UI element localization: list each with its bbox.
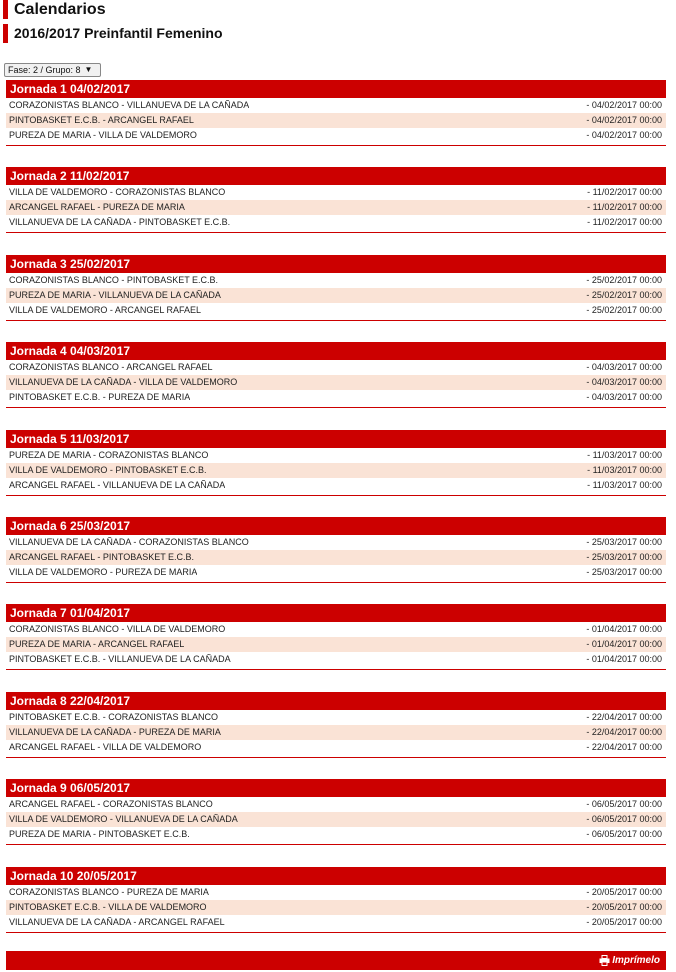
- match-teams: PINTOBASKET E.C.B. - CORAZONISTAS BLANCO: [9, 712, 219, 722]
- match-row[interactable]: [6, 98, 666, 113]
- match-datetime: - 25/03/2017 00:00: [586, 537, 662, 547]
- match-datetime: - 01/04/2017 00:00: [586, 654, 662, 664]
- page-title: Calendarios: [3, 0, 303, 19]
- jornada-divider: [6, 757, 666, 758]
- jornada-divider: [6, 145, 666, 146]
- match-row[interactable]: [6, 360, 666, 375]
- match-teams: CORAZONISTAS BLANCO - PINTOBASKET E.C.B.: [9, 275, 219, 285]
- jornada-divider: [6, 844, 666, 845]
- printer-icon: [599, 955, 610, 966]
- match-row[interactable]: [6, 550, 666, 565]
- match-teams: ARCANGEL RAFAEL - PINTOBASKET E.C.B.: [9, 552, 195, 562]
- phase-group-select-value: Fase: 2 / Grupo: 8: [8, 65, 81, 75]
- match-row[interactable]: [6, 128, 666, 143]
- match-row[interactable]: [6, 273, 666, 288]
- match-row[interactable]: [6, 288, 666, 303]
- match-teams: PUREZA DE MARIA - VILLA DE VALDEMORO: [9, 130, 197, 140]
- match-row[interactable]: [6, 725, 666, 740]
- jornada-block: [6, 167, 666, 233]
- match-row[interactable]: [6, 900, 666, 915]
- match-datetime: - 22/04/2017 00:00: [586, 727, 662, 737]
- match-datetime: - 04/03/2017 00:00: [586, 362, 662, 372]
- jornada-block: [6, 430, 666, 496]
- match-teams: VILLA DE VALDEMORO - ARCANGEL RAFAEL: [9, 305, 202, 315]
- print-label: Imprímelo: [612, 955, 660, 966]
- jornada-divider: [6, 407, 666, 408]
- match-datetime: - 04/03/2017 00:00: [586, 377, 662, 387]
- match-row[interactable]: [6, 375, 666, 390]
- match-row[interactable]: [6, 463, 666, 478]
- match-row[interactable]: [6, 215, 666, 230]
- match-datetime: - 04/02/2017 00:00: [586, 100, 662, 110]
- jornada-header: Jornada 2 11/02/2017: [6, 167, 666, 185]
- jornada-block: [6, 255, 666, 321]
- match-datetime: - 04/02/2017 00:00: [586, 115, 662, 125]
- match-datetime: - 25/03/2017 00:00: [586, 567, 662, 577]
- match-teams: VILLA DE VALDEMORO - VILLANUEVA DE LA CAÑADA: [9, 814, 238, 824]
- jornada-block: [6, 80, 666, 146]
- match-teams: PUREZA DE MARIA - ARCANGEL RAFAEL: [9, 639, 185, 649]
- match-teams: VILLA DE VALDEMORO - PINTOBASKET E.C.B.: [9, 465, 207, 475]
- match-teams: CORAZONISTAS BLANCO - PUREZA DE MARIA: [9, 887, 209, 897]
- jornada-divider: [6, 669, 666, 670]
- match-row[interactable]: [6, 622, 666, 637]
- match-row[interactable]: [6, 113, 666, 128]
- match-datetime: - 11/02/2017 00:00: [587, 187, 662, 197]
- match-teams: PUREZA DE MARIA - PINTOBASKET E.C.B.: [9, 829, 190, 839]
- match-teams: CORAZONISTAS BLANCO - VILLANUEVA DE LA CAÑADA: [9, 100, 250, 110]
- match-datetime: - 20/05/2017 00:00: [586, 887, 662, 897]
- match-datetime: - 20/05/2017 00:00: [586, 902, 662, 912]
- jornada-header: Jornada 7 01/04/2017: [6, 604, 666, 622]
- page-subtitle: 2016/2017 Preinfantil Femenino: [3, 24, 403, 43]
- jornada-divider: [6, 932, 666, 933]
- match-datetime: - 11/03/2017 00:00: [587, 480, 662, 490]
- jornada-divider: [6, 320, 666, 321]
- match-teams: VILLANUEVA DE LA CAÑADA - PUREZA DE MARIA: [9, 727, 221, 737]
- match-datetime: - 01/04/2017 00:00: [586, 624, 662, 634]
- match-teams: VILLANUEVA DE LA CAÑADA - CORAZONISTAS BLANCO: [9, 537, 249, 547]
- match-row[interactable]: [6, 637, 666, 652]
- jornada-block: [6, 342, 666, 408]
- jornada-block: [6, 517, 666, 583]
- match-datetime: - 06/05/2017 00:00: [586, 829, 662, 839]
- chevron-down-icon: ▼: [84, 65, 93, 74]
- match-row[interactable]: [6, 390, 666, 405]
- match-datetime: - 01/04/2017 00:00: [586, 639, 662, 649]
- match-teams: ARCANGEL RAFAEL - CORAZONISTAS BLANCO: [9, 799, 213, 809]
- match-datetime: - 11/03/2017 00:00: [587, 450, 662, 460]
- match-datetime: - 04/03/2017 00:00: [586, 392, 662, 402]
- footer-bar: [6, 951, 666, 970]
- match-teams: ARCANGEL RAFAEL - PUREZA DE MARIA: [9, 202, 185, 212]
- match-datetime: - 22/04/2017 00:00: [586, 712, 662, 722]
- match-teams: VILLANUEVA DE LA CAÑADA - ARCANGEL RAFAEL: [9, 917, 225, 927]
- jornada-header: Jornada 6 25/03/2017: [6, 517, 666, 535]
- match-datetime: - 11/02/2017 00:00: [587, 217, 662, 227]
- match-teams: VILLANUEVA DE LA CAÑADA - VILLA DE VALDEMORO: [9, 377, 238, 387]
- match-row[interactable]: [6, 565, 666, 580]
- match-teams: CORAZONISTAS BLANCO - VILLA DE VALDEMORO: [9, 624, 226, 634]
- match-teams: VILLA DE VALDEMORO - PUREZA DE MARIA: [9, 567, 198, 577]
- jornada-divider: [6, 582, 666, 583]
- match-row[interactable]: [6, 448, 666, 463]
- match-row[interactable]: [6, 812, 666, 827]
- match-datetime: - 06/05/2017 00:00: [586, 799, 662, 809]
- match-row[interactable]: [6, 710, 666, 725]
- match-teams: PINTOBASKET E.C.B. - ARCANGEL RAFAEL: [9, 115, 194, 125]
- match-row[interactable]: [6, 740, 666, 755]
- match-datetime: - 04/02/2017 00:00: [586, 130, 662, 140]
- match-teams: PINTOBASKET E.C.B. - VILLANUEVA DE LA CAÑADA: [9, 654, 231, 664]
- match-datetime: - 22/04/2017 00:00: [586, 742, 662, 752]
- match-row[interactable]: [6, 535, 666, 550]
- match-teams: ARCANGEL RAFAEL - VILLANUEVA DE LA CAÑADA: [9, 480, 226, 490]
- jornada-divider: [6, 495, 666, 496]
- match-datetime: - 25/03/2017 00:00: [586, 552, 662, 562]
- jornada-header: Jornada 4 04/03/2017: [6, 342, 666, 360]
- jornada-header: Jornada 5 11/03/2017: [6, 430, 666, 448]
- match-datetime: - 06/05/2017 00:00: [586, 814, 662, 824]
- jornada-header: Jornada 3 25/02/2017: [6, 255, 666, 273]
- match-teams: ARCANGEL RAFAEL - VILLA DE VALDEMORO: [9, 742, 202, 752]
- match-row[interactable]: [6, 797, 666, 812]
- jornada-block: [6, 779, 666, 845]
- match-datetime: - 25/02/2017 00:00: [586, 290, 662, 300]
- jornada-block: [6, 604, 666, 670]
- match-teams: VILLA DE VALDEMORO - CORAZONISTAS BLANCO: [9, 187, 226, 197]
- match-datetime: - 25/02/2017 00:00: [586, 305, 662, 315]
- match-row[interactable]: [6, 885, 666, 900]
- match-datetime: - 20/05/2017 00:00: [586, 917, 662, 927]
- match-row[interactable]: [6, 915, 666, 930]
- jornada-header: Jornada 10 20/05/2017: [6, 867, 666, 885]
- match-row[interactable]: [6, 827, 666, 842]
- match-datetime: - 11/03/2017 00:00: [587, 465, 662, 475]
- match-row[interactable]: [6, 185, 666, 200]
- match-teams: PINTOBASKET E.C.B. - PUREZA DE MARIA: [9, 392, 191, 402]
- match-row[interactable]: [6, 478, 666, 493]
- match-teams: VILLANUEVA DE LA CAÑADA - PINTOBASKET E.C.B.: [9, 217, 231, 227]
- jornada-block: [6, 692, 666, 758]
- match-teams: PUREZA DE MARIA - VILLANUEVA DE LA CAÑADA: [9, 290, 221, 300]
- print-link[interactable]: [599, 955, 660, 966]
- match-datetime: - 11/02/2017 00:00: [587, 202, 662, 212]
- match-teams: PUREZA DE MARIA - CORAZONISTAS BLANCO: [9, 450, 209, 460]
- match-row[interactable]: [6, 200, 666, 215]
- jornada-header: Jornada 8 22/04/2017: [6, 692, 666, 710]
- phase-group-select[interactable]: [4, 63, 101, 77]
- jornada-header: Jornada 9 06/05/2017: [6, 779, 666, 797]
- match-teams: CORAZONISTAS BLANCO - ARCANGEL RAFAEL: [9, 362, 213, 372]
- match-teams: PINTOBASKET E.C.B. - VILLA DE VALDEMORO: [9, 902, 207, 912]
- match-row[interactable]: [6, 303, 666, 318]
- match-datetime: - 25/02/2017 00:00: [586, 275, 662, 285]
- jornada-divider: [6, 232, 666, 233]
- jornada-block: [6, 867, 666, 933]
- jornada-header: Jornada 1 04/02/2017: [6, 80, 666, 98]
- match-row[interactable]: [6, 652, 666, 667]
